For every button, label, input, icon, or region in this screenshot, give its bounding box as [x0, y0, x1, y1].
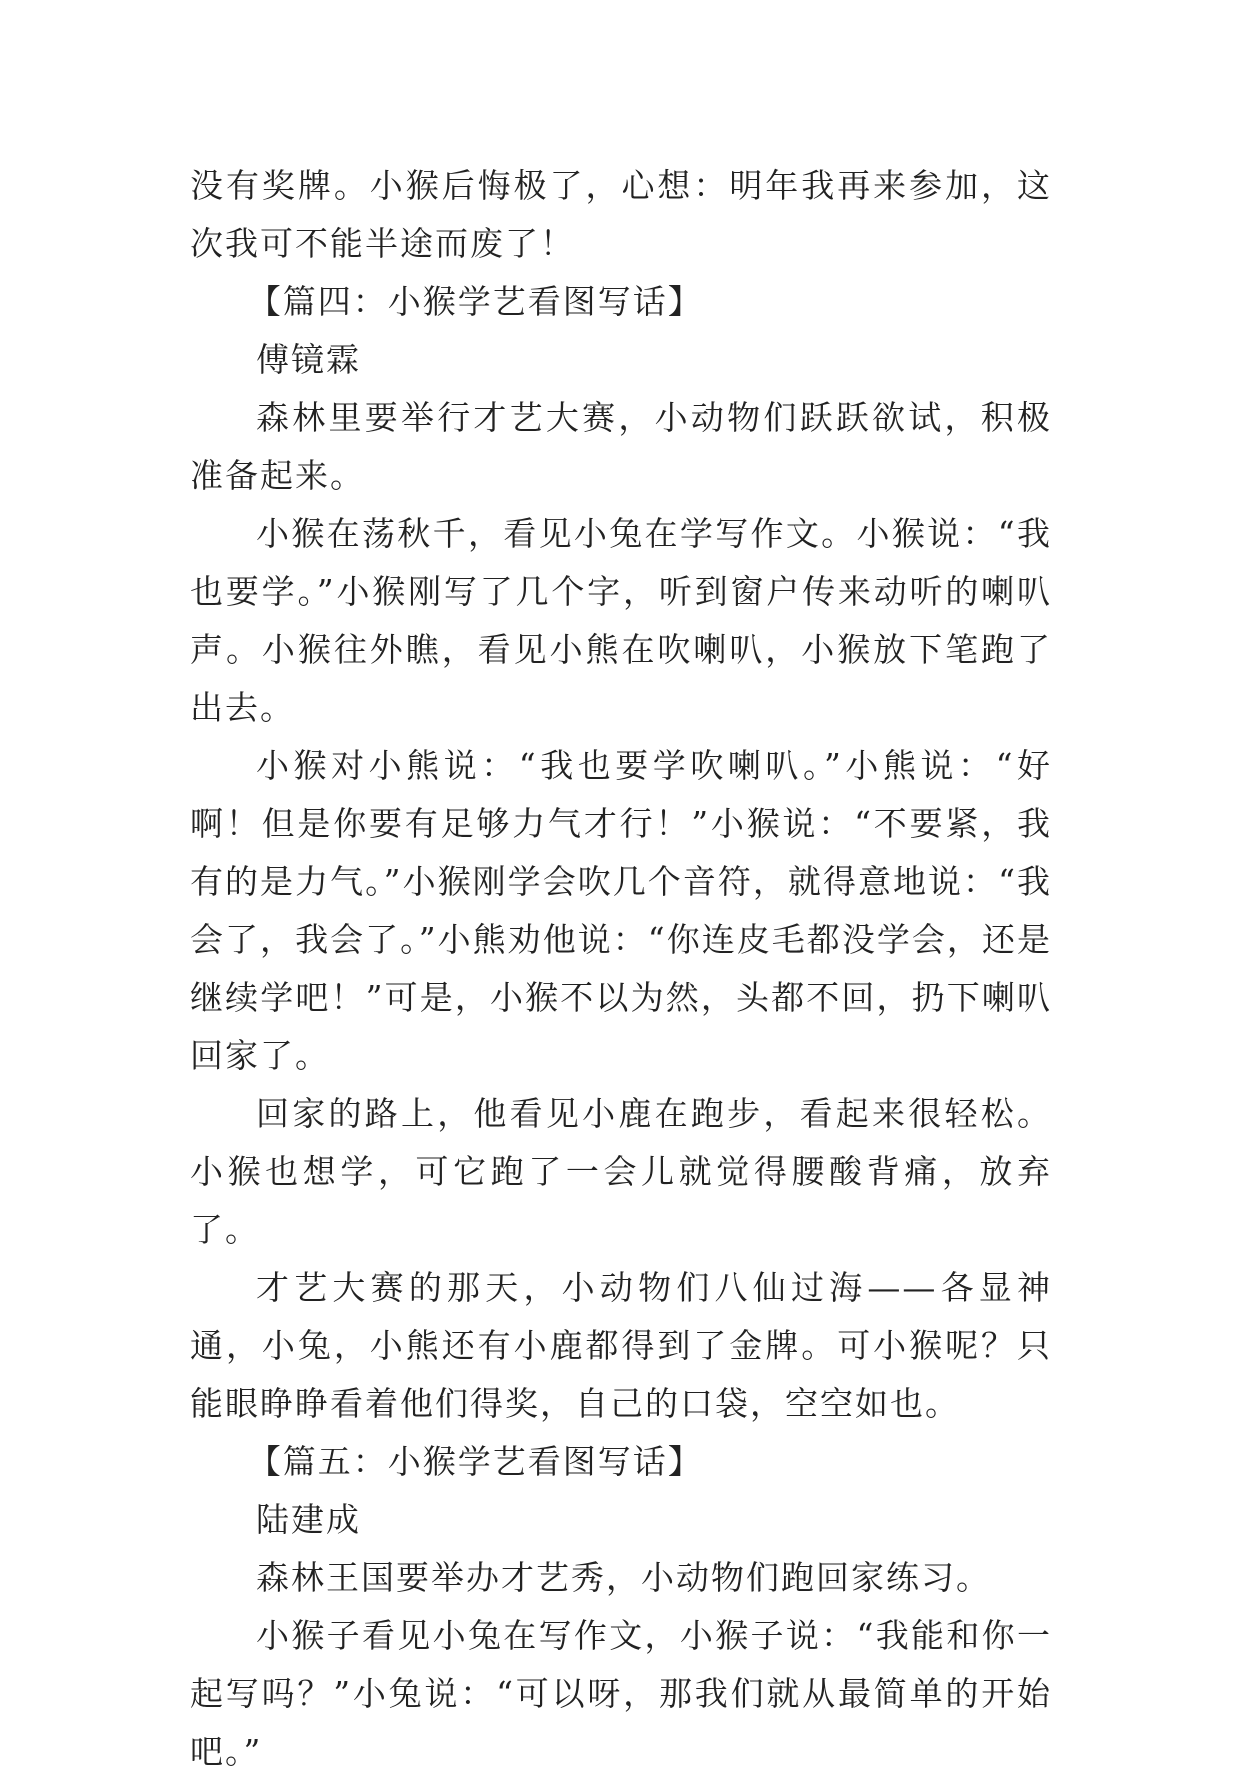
section-heading-4: 【篇四：小猴学艺看图写话】	[247, 282, 703, 321]
paragraph: 森林王国要举办才艺秀，小动物们跑回家练习。	[256, 1558, 991, 1597]
author-name-5: 陆建成	[256, 1500, 361, 1539]
author-name-4: 傅镜霖	[256, 340, 361, 379]
paragraph-continued: 没有奖牌。小猴后悔极了，心想：明年我再来参加，这次我可不能半途而废了！	[190, 166, 1052, 263]
paragraph: 小猴在荡秋千，看见小兔在学写作文。小猴说：“我也要学。”小猴刚写了几个字，听到窗户传来动听的喇叭声。小猴往外瞧，看见小熊在吹喇叭，小猴放下笔跑了出去。	[190, 514, 1052, 727]
paragraph: 回家的路上，他看见小鹿在跑步，看起来很轻松。小猴也想学，可它跑了一会儿就觉得腰酸背痛，放弃了。	[190, 1094, 1052, 1249]
paragraph: 森林里要举行才艺大赛，小动物们跃跃欲试，积极准备起来。	[190, 398, 1052, 495]
section-heading-5: 【篇五：小猴学艺看图写话】	[247, 1442, 703, 1481]
paragraph: 小猴子看见小兔在写作文，小猴子说：“我能和你一起写吗？”小兔说：“可以呀，那我们就从最简单的开始吧。”	[190, 1616, 1052, 1771]
paragraph: 小猴对小熊说：“我也要学吹喇叭。”小熊说：“好啊！但是你要有足够力气才行！”小猴说：“不要紧，我有的是力气。”小猴刚学会吹几个音符，就得意地说：“我会了，我会了。”小熊劝他说：“你连皮毛都没学会，还是继续学吧！”可是，小猴不以为然，头都不回，扔下喇叭回家了。	[190, 746, 1052, 1075]
document-body	[190, 157, 1052, 1781]
paragraph: 才艺大赛的那天，小动物们八仙过海——各显神通，小兔，小熊还有小鹿都得到了金牌。可小猴呢？只能眼睁睁看着他们得奖，自己的口袋，空空如也。	[190, 1268, 1052, 1423]
